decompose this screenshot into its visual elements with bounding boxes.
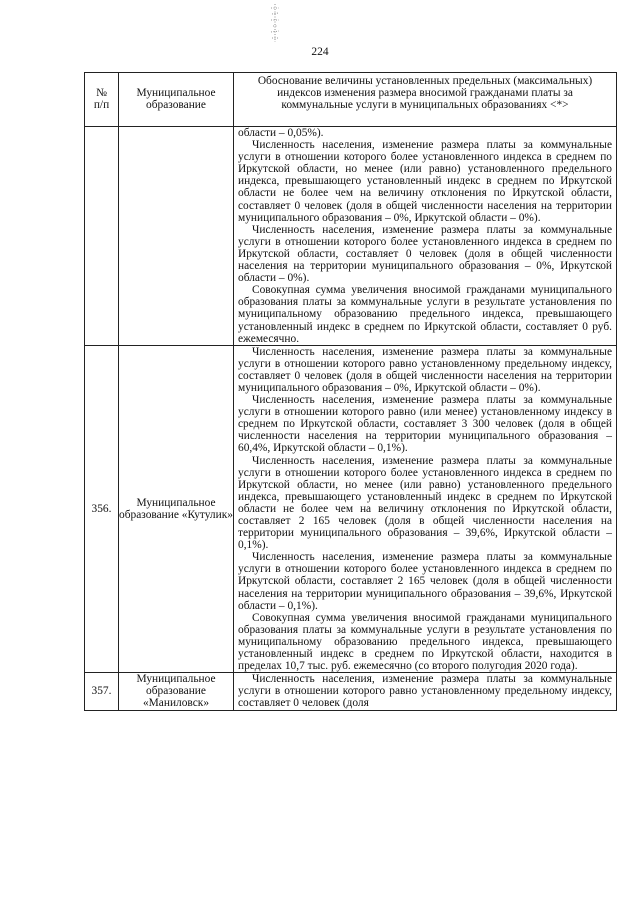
table-row-357 (85, 673, 617, 710)
row-justification (234, 127, 617, 346)
row-municipality: Муниципальное образование «Маниловск» (119, 673, 234, 710)
row-municipality: Муниципальное образование «Кутулик» (119, 345, 234, 673)
column-header-justification: Обоснование величины установленных предельных (максимальных) индексов изменения размера вносимой гражданами платы за коммунальные услуги в муниципальных образованиях <*> (234, 73, 617, 127)
row-number (85, 127, 119, 346)
row-municipality (119, 127, 234, 346)
paragraph: Численность населения, изменение размера платы за коммунальные услуги в отношении которого равно (или менее) установленному индексу в среднем по Иркутской области, составляет 3 300 человек (доля в общей численности населения на территории муниципального образования – 60,4%, Иркутской области – 0,1%). (238, 394, 612, 455)
binding-stamp-mark (268, 2, 282, 44)
paragraph: Численность населения, изменение размера платы за коммунальные услуги в отношении которого более установленного индекса в среднем по Иркутской области, но менее (или равно) установленного предельного индекса, превышающего установленный индекс в среднем по Иркутской области не более чем на величину отклонения по Иркутской области, составляет 2 165 человек (доля в общей численности населения на территории муниципального образования – 39,6%, Иркутской области – 0,1%). (238, 454, 612, 552)
row-number: 356. (85, 345, 119, 673)
row-number: 357. (85, 673, 119, 710)
paragraph: области – 0,05%). (238, 127, 324, 139)
column-header-number: № п/п (85, 73, 119, 127)
table-header-row (85, 73, 617, 127)
paragraph: Совокупная сумма увеличения вносимой гражданами муниципального образования платы за коммунальные услуги в результате установления по муниципальному образованию предельного индекса, превышающего установленный индекс в среднем по Иркутской области, находится в пределах 10,7 тыс. руб. ежемесячно (со второго полугодия 2020 года). (238, 611, 612, 673)
paragraph: Численность населения, изменение размера платы за коммунальные услуги в отношении которого более установленного индекса в среднем по Иркутской области, составляет 2 165 человек (доля в общей численности населения на территории муниципального образования – 39,6%, Иркутской области – 0,1%). (238, 551, 612, 612)
page-number: 224 (311, 46, 329, 58)
paragraph: Численность населения, изменение размера платы за коммунальные услуги в отношении которого более установленного индекса в среднем по Иркутской области, составляет 0 человек (доля в общей численности населения на территории муниципального образования – 0%, Иркутской области – 0%). (238, 223, 612, 285)
table-row-356 (85, 345, 617, 673)
tariff-justification-table (84, 72, 617, 711)
table-row-continuation (85, 127, 617, 346)
row-justification (234, 673, 617, 710)
paragraph: Численность населения, изменение размера платы за коммунальные услуги в отношении которого равно установленному предельному индексу, составляет 0 человек (доля в общей численности населения на территории муниципального образования – 0%, Иркутской области – 0%). (238, 345, 612, 394)
column-header-municipality: Муниципальное образование (119, 73, 234, 127)
paragraph: Численность населения, изменение размера платы за коммунальные услуги в отношении которого равно установленному предельному индексу, составляет 0 человек (доля (238, 673, 612, 710)
row-justification (234, 345, 617, 673)
paragraph: Численность населения, изменение размера платы за коммунальные услуги в отношении которого более установленного индекса в среднем по Иркутской области, но менее (или равно) установленного предельного индекса, превышающего установленный индекс в среднем по Иркутской области не более чем на величину отклонения по Иркутской области, составляет 0 человек (доля в общей численности населения на территории муниципального образования – 0%, Иркутской области – 0%). (238, 139, 612, 224)
paragraph: Совокупная сумма увеличения вносимой гражданами муниципального образования платы за коммунальные услуги в результате установления по муниципальному образованию предельного индекса, превышающего установленный индекс в среднем по Иркутской области, составляет 0 руб. ежемесячно. (238, 284, 612, 345)
